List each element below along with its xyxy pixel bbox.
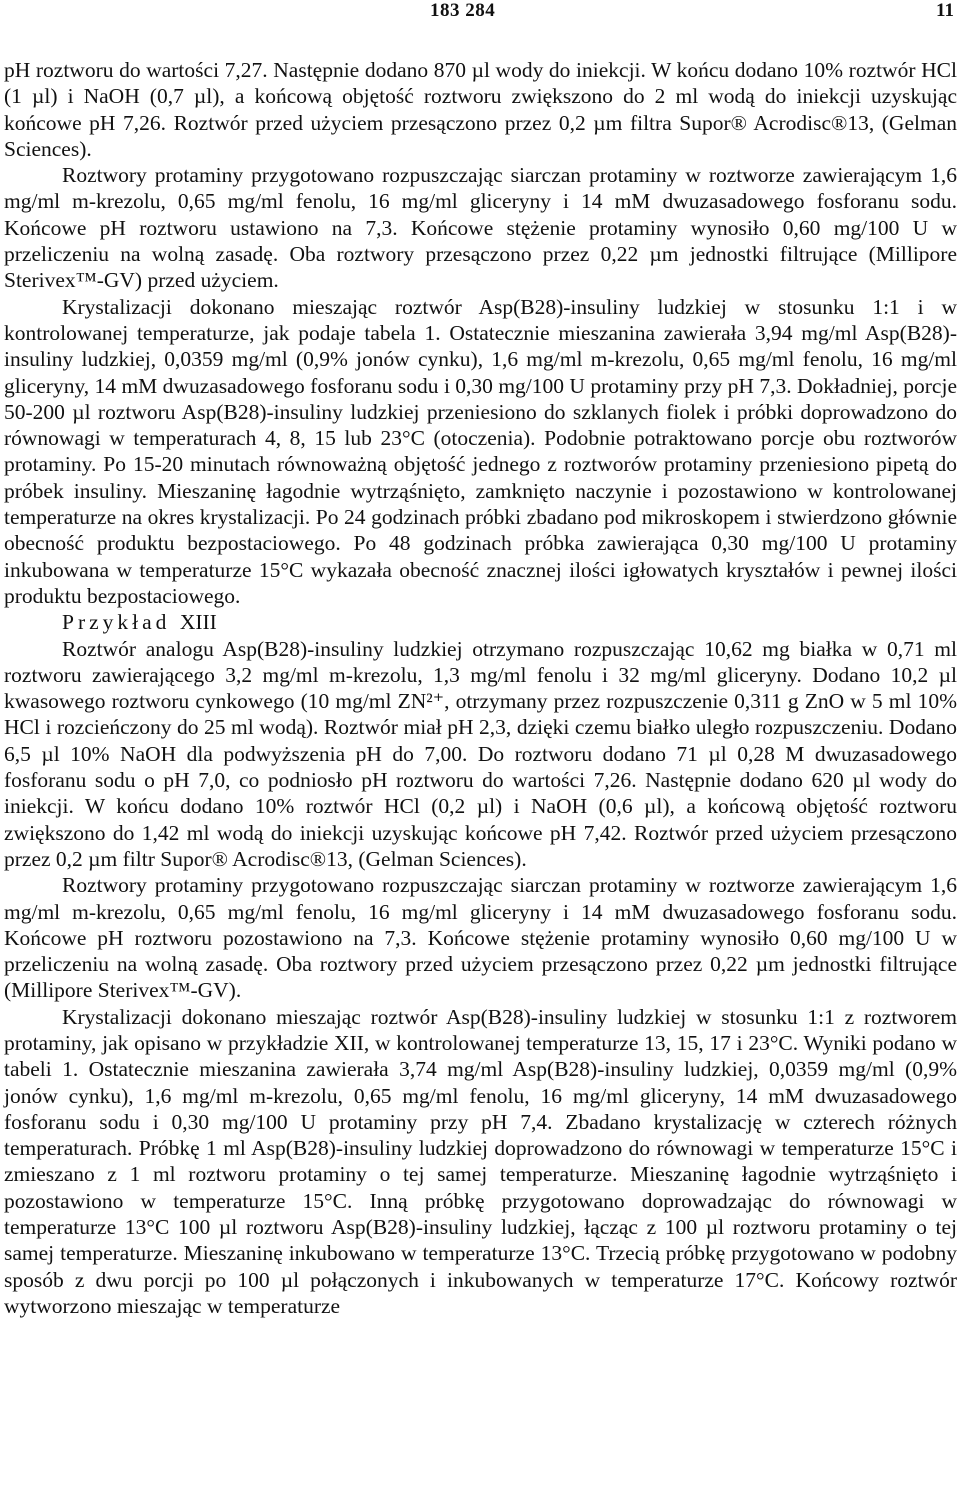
paragraph: Roztwór analogu Asp(B28)-insuliny ludzkiej otrzymano rozpuszczając 10,62 mg białka w 0,71 ml roztworu zawierającego 3,2 mg/ml m-krezolu, 1,3 mg/ml fenolu i 32 mg/ml gliceryny. Dodano 10,2 µl kwasowego roztworu cynkowego (10 mg/ml ZN²⁺, otrzymany przez rozpuszczenie 0,311 g ZnO w 5 ml 10% HCl i rozcieńczony do 25 ml wodą). Roztwór miał pH 2,3, dzięki czemu białko uległo rozpuszczeniu. Dodano 6,5 µl 10% NaOH dla podwyższenia pH do 7,00. Do roztworu dodano 71 µl 0,28 M dwuzasadowego fosforanu sodu o pH 7,0, co podniosło pH roztworu do wartości 7,26. Następnie dodano 620 µl wody do iniekcji. W końcu dodano 10% roztwór HCl (0,2 µl) i NaOH (0,6 µl), a końcową objętość roztworu zwiększono do 1,42 ml wodą do iniekcji uzyskując końcowe pH 7,42. Roztwór przed użyciem przesączono przez 0,2 µm filtr Supor® Acrodisc®13, (Gelman Sciences). xyxy=(4,636,957,871)
example-heading xyxy=(4,609,957,635)
document-body xyxy=(4,57,957,1319)
document-number: 183 284 xyxy=(430,0,496,21)
example-label: Przykład xyxy=(62,610,171,635)
paragraph: Roztwory protaminy przygotowano rozpuszczając siarczan protaminy w roztworze zawierającym 1,6 mg/ml m-krezolu, 0,65 mg/ml fenolu, 16 mg/ml gliceryny i 14 mM dwuzasadowego fosforanu sodu. Końcowe pH roztworu ustawiono na 7,3. Końcowe stężenie protaminy wynosiło 0,60 mg/100 U w przeliczeniu na wolną zasadę. Oba roztwory przesączono przez 0,22 µm jednostki filtrujące (Millipore Sterivex™-GV) przed użyciem. xyxy=(4,163,957,293)
paragraph: Krystalizacji dokonano mieszając roztwór Asp(B28)-insuliny ludzkiej w stosunku 1:1 i w kontrolowanej temperaturze, jak podaje tabela 1. Ostatecznie mieszanina zawierała 3,94 mg/ml Asp(B28)-insuliny ludzkiej, 0,0359 mg/ml (0,9% jonów cynku), 1,6 mg/ml m-krezolu, 0,65 mg/ml fenolu, 16 mg/ml gliceryny, 14 mM dwuzasadowego fosforanu sodu i 0,30 mg/100 U protaminy przy pH 7,3. Dokładniej, porcje 50-200 µl roztworu Asp(B28)-insuliny ludzkiej przeniesiono do szklanych fiolek i próbki doprowadzono do równowagi w temperaturach 4, 8, 15 lub 23°C (otoczenia). Podobnie potraktowano porcje obu roztworów protaminy. Po 15-20 minutach równoważną objętość jednego z roztworów protaminy przeniesiono pipetą do próbek insuliny. Mieszaninę łagodnie wytrząśnięto, zamknięto naczynie i pozostawiono w kontrolowanej temperaturze na okres krystalizacji. Po 24 godzinach próbki zbadano pod mikroskopem i stwierdzono głównie obecność produktu bezpostaciowego. Po 48 godzinach próbka zawierająca 0,30 mg/100 U protaminy inkubowana w temperaturze 15°C wykazała obecność znacznej ilości igłowatych kryształów i pewnej ilości produktu bezpostaciowego. xyxy=(4,294,957,608)
paragraph: pH roztworu do wartości 7,27. Następnie dodano 870 µl wody do iniekcji. W końcu dodano 10% roztwór HCl (1 µl) i NaOH (0,7 µl), a końcową objętość roztworu zwiększono do 2 ml wodą do iniekcji uzyskując końcowe pH 7,26. Roztwór przed użyciem przesączono przez 0,2 µm filtra Supor® Acrodisc®13, (Gelman Sciences). xyxy=(4,58,957,161)
page-number: 11 xyxy=(936,0,954,21)
page-header xyxy=(0,0,960,24)
example-number: XIII xyxy=(179,610,217,635)
paragraph: Krystalizacji dokonano mieszając roztwór Asp(B28)-insuliny ludzkiej w stosunku 1:1 z roztworem protaminy, jak opisano w przykładzie XII, w kontrolowanej temperaturze 13, 15, 17 i 23°C. Wyniki podano w tabeli 1. Ostatecznie mieszanina zawierała 3,74 mg/ml Asp(B28)-insuliny ludzkiej, 0,0359 mg/ml (0,9% jonów cynku), 1,6 mg/ml m-krezolu, 0,65 mg/ml fenolu, 16 mg/ml gliceryny, 14 mM dwuzasadowego fosforanu sodu i 0,30 mg/100 U protaminy przy pH 7,4. Zbadano krystalizację w czterech różnych temperaturach. Próbkę 1 ml Asp(B28)-insuliny ludzkiej doprowadzono do równowagi w temperaturze 15°C i zmieszano z 1 ml roztworu protaminy o tej samej temperaturze. Mieszaninę łagodnie wytrząśnięto i pozostawiono w temperaturze 15°C. Inną próbkę przygotowano doprowadzając do równowagi w temperaturze 13°C 100 µl roztworu Asp(B28)-insuliny ludzkiej, łącząc z 100 µl roztworu protaminy o tej samej temperaturze. Mieszaninę inkubowano w temperaturze 13°C. Trzecią próbkę przygotowano w podobny sposób z dwu porcji po 100 µl połączonych i inkubowanych w temperaturze 17°C. Końcowy roztwór wytworzono mieszając w temperaturze xyxy=(4,1004,957,1318)
paragraph: Roztwory protaminy przygotowano rozpuszczając siarczan protaminy w roztworze zawierającym 1,6 mg/ml m-krezolu, 0,65 mg/ml fenolu, 16 mg/ml gliceryny i 14 mM dwuzasadowego fosforanu sodu. Końcowe pH roztworu pozostawiono na 7,3. Końcowe stężenie protaminy wynosiło 0,60 mg/100 U w przeliczeniu na wolną zasadę. Oba roztwory przed użyciem przesączono przez 0,22 µm jednostki filtrujące (Millipore Sterivex™-GV). xyxy=(4,873,957,1003)
